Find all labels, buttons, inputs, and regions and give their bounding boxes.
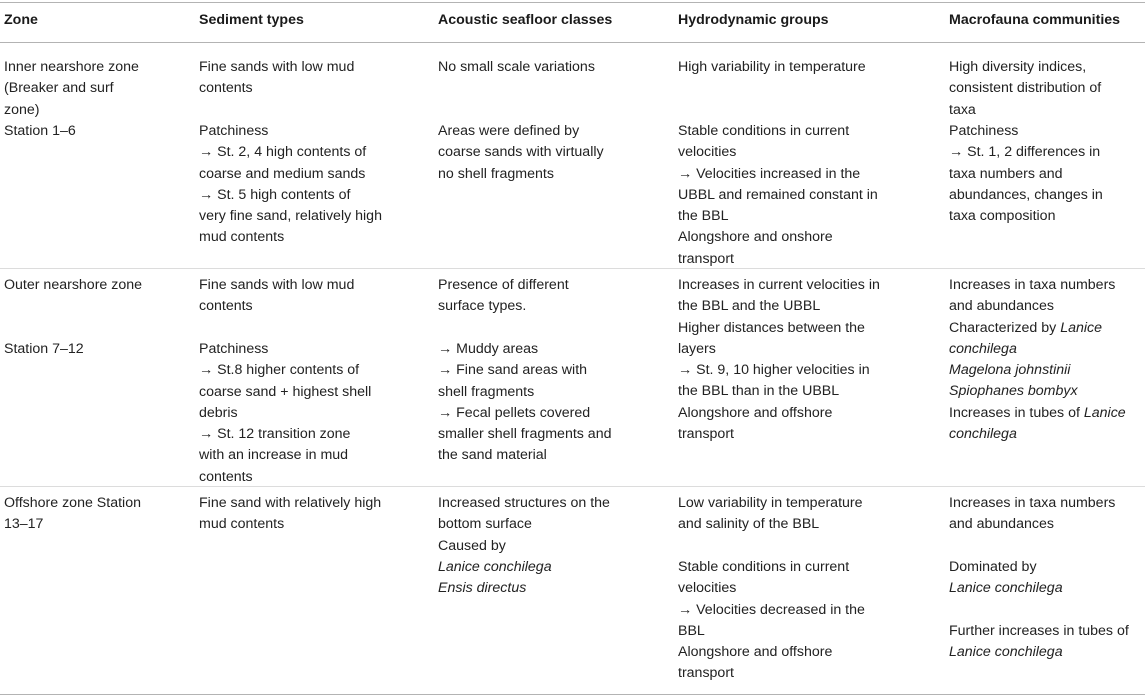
r3-acoustic-cell: Presence of different surface types. <box>438 277 569 315</box>
r3-zone-cell: Outer nearshore zone <box>4 277 143 293</box>
r5-macro-cell-a: Increases in taxa numbers and abundances <box>949 495 1116 533</box>
header-rule <box>0 42 1145 43</box>
header-hydrodynamic-groups: Hydrodynamic groups <box>678 12 829 28</box>
r3-macro-cell: Increases in taxa numbers and abundances Characterized by Lanice conchilega <box>949 277 1116 357</box>
r2-zone-cell: Station 1–6 <box>4 123 76 139</box>
r2-hydro-cell: Stable conditions in current velocities → Velocities increased in the UBBL and remained constant in the BBL Alongshore and onshore transport <box>678 123 878 267</box>
r5-hydro-cell-a: Low variability in temperature and salinity of the BBL <box>678 495 863 533</box>
r2-sediment-cell: Patchiness → St. 2, 4 high contents of coarse and medium sands → St. 5 high contents of very fine sand, relatively high mud contents <box>199 123 382 246</box>
row-separator <box>0 486 1145 487</box>
header-sediment-types: Sediment types <box>199 12 304 28</box>
r2-macro-cell: Patchiness → St. 1, 2 differences in taxa numbers and abundances, changes in taxa composition <box>949 123 1103 225</box>
r5-acoustic-cell: Increased structures on the bottom surface Caused by Lanice conchilega Ensis directus <box>438 495 610 597</box>
header-acoustic-seafloor-classes: Acoustic seafloor classes <box>438 12 613 28</box>
r3-hydro-cell: Increases in current velocities in the BBL and the UBBL Higher distances between the layers <box>678 277 880 357</box>
r1-zone-cell: Inner nearshore zone (Breaker and surf zone) <box>4 59 139 118</box>
header-macrofauna-communities: Macrofauna communities <box>949 12 1121 28</box>
r1-macro-cell: High diversity indices, consistent distribution of taxa <box>949 59 1102 118</box>
r1-hydro-cell: High variability in temperature <box>678 59 866 75</box>
header-zone: Zone <box>4 12 38 28</box>
r4-acoustic-cell: → Muddy areas → Fine sand areas with shell fragments → Fecal pellets covered smaller shell fragments and the sand material <box>438 341 612 464</box>
r5-sediment-cell: Fine sand with relatively high mud contents <box>199 495 382 533</box>
r2-acoustic-cell: Areas were defined by coarse sands with virtually no shell fragments <box>438 123 604 182</box>
table-bottom-rule <box>0 694 1145 695</box>
table-top-rule <box>0 2 1145 3</box>
r5-macro-cell-c: Further increases in tubes of Lanice conchilega <box>949 623 1129 661</box>
r4-macro-cell: Magelona johnstinii Spiophanes bombyx Increases in tubes of Lanice conchilega <box>949 362 1126 442</box>
r5-macro-cell-b: Dominated by Lanice conchilega <box>949 559 1063 597</box>
r5-zone-cell: Offshore zone Station 13–17 <box>4 495 141 533</box>
r1-acoustic-cell: No small scale variations <box>438 59 595 75</box>
r4-zone-cell: Station 7–12 <box>4 341 84 357</box>
r1-sediment-cell: Fine sands with low mud contents <box>199 59 355 97</box>
r4-sediment-cell: Patchiness → St.8 higher contents of coarse sand + highest shell debris → St. 12 transition zone with an increase in mud contents <box>199 341 372 485</box>
r5-hydro-cell-b: Stable conditions in current velocities → Velocities decreased in the BBL Alongshore and offshore transport <box>678 559 865 682</box>
r3-sediment-cell: Fine sands with low mud contents <box>199 277 355 315</box>
row-separator <box>0 268 1145 269</box>
r4-hydro-cell: → St. 9, 10 higher velocities in the BBL than in the UBBL Alongshore and offshore transport <box>678 362 870 442</box>
